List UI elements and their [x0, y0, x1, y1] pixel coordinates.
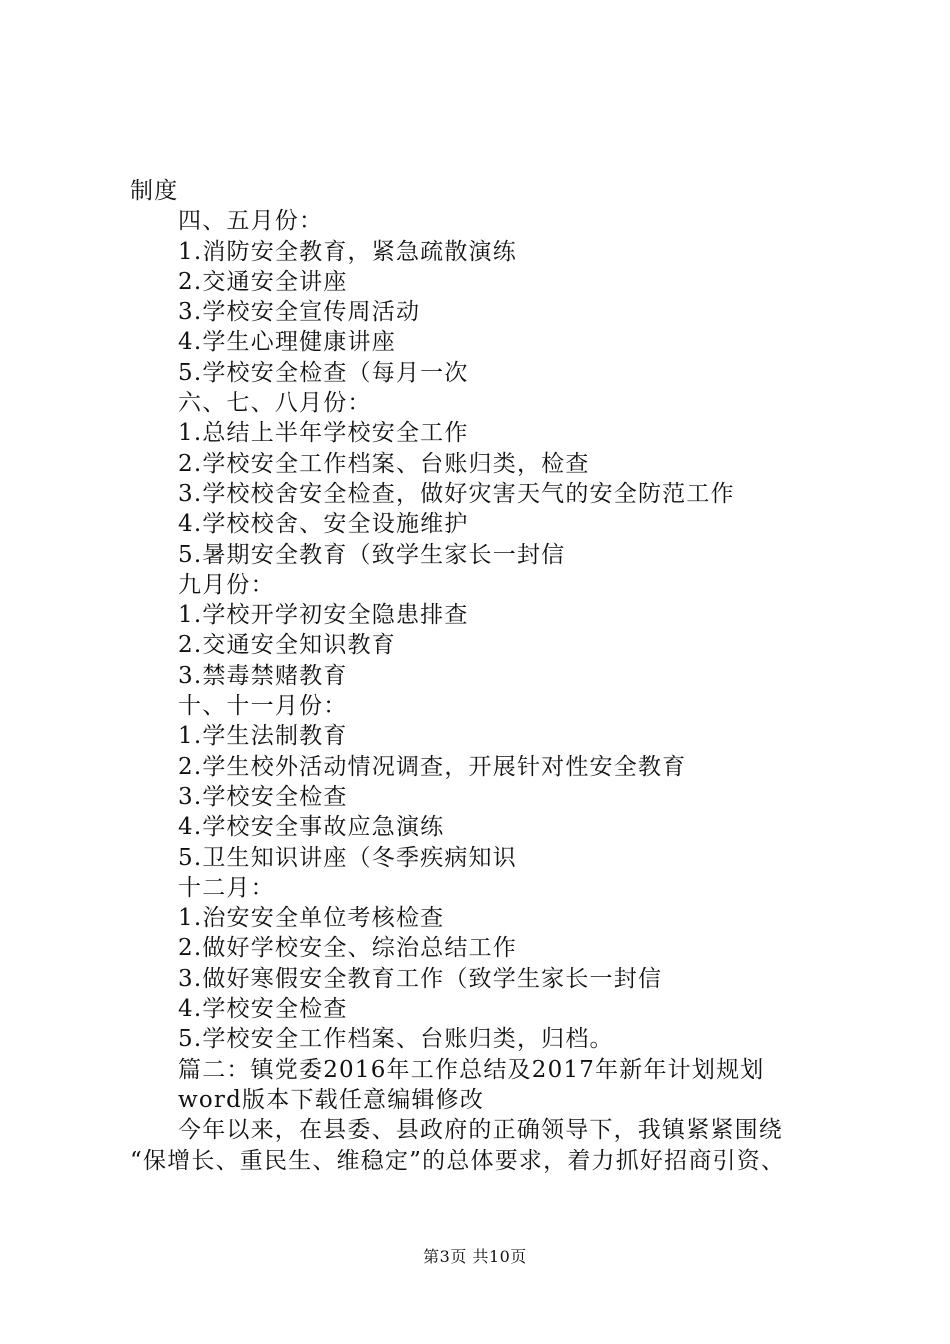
- document-body: [130, 176, 850, 1176]
- text-line: 1.学生法制教育: [178, 723, 348, 750]
- text-line: 5.暑期安全教育（致学生家长一封信: [178, 541, 566, 568]
- text-line: 制度: [130, 178, 179, 204]
- text-line: 4.学校安全事故应急演练: [178, 814, 445, 841]
- text-line: 3.禁毒禁赌教育: [178, 662, 348, 689]
- text-line: 3.学校安全宣传周活动: [178, 299, 421, 326]
- text-line: 4.学校安全检查: [178, 996, 348, 1023]
- text-line: 5.卫生知识讲座（冬季疾病知识: [178, 844, 517, 871]
- text-line: 1.治安安全单位考核检查: [178, 905, 445, 932]
- text-line: 十二月：: [178, 874, 275, 901]
- text-line: 1.消防安全教育，紧急疏散演练: [178, 238, 517, 265]
- text-line: 六、七、八月份：: [178, 390, 372, 417]
- text-line: 5.学校安全工作档案、台账归类，归档。: [178, 1026, 614, 1053]
- text-line: 今年以来，在县委、县政府的正确领导下，我镇紧紧围绕: [178, 1117, 783, 1144]
- text-line: 3.学校安全检查: [178, 783, 348, 810]
- text-line: 2.做好学校安全、综治总结工作: [178, 935, 517, 962]
- text-line: 2.交通安全讲座: [178, 268, 348, 295]
- text-line: 2.学校安全工作档案、台账归类，检查: [178, 450, 590, 477]
- text-line: 篇二：镇党委2016年工作总结及2017年新年计划规划: [178, 1056, 765, 1083]
- text-line: word版本下载任意编辑修改: [178, 1086, 485, 1113]
- text-line: 九月份：: [178, 571, 275, 598]
- text-line: 1.总结上半年学校安全工作: [178, 420, 469, 447]
- text-line: “保增长、重民生、维稳定”的总体要求，着力抓好招商引资、: [130, 1147, 786, 1174]
- page-footer: 第3页 共10页: [423, 1247, 527, 1266]
- text-line: 1.学校开学初安全隐患排查: [178, 602, 469, 629]
- text-line: 4.学校校舍、安全设施维护: [178, 511, 469, 538]
- text-line: 3.学校校舍安全检查，做好灾害天气的安全防范工作: [178, 480, 735, 507]
- text-line: 4.学生心理健康讲座: [178, 329, 396, 356]
- text-line: 四、五月份：: [178, 208, 324, 235]
- text-line: 2.交通安全知识教育: [178, 632, 396, 659]
- text-line: 2.学生校外活动情况调查，开展针对性安全教育: [178, 753, 687, 780]
- text-line: 5.学校安全检查（每月一次: [178, 359, 469, 386]
- text-line: 3.做好寒假安全教育工作（致学生家长一封信: [178, 965, 663, 992]
- text-line: 十、十一月份：: [178, 693, 348, 720]
